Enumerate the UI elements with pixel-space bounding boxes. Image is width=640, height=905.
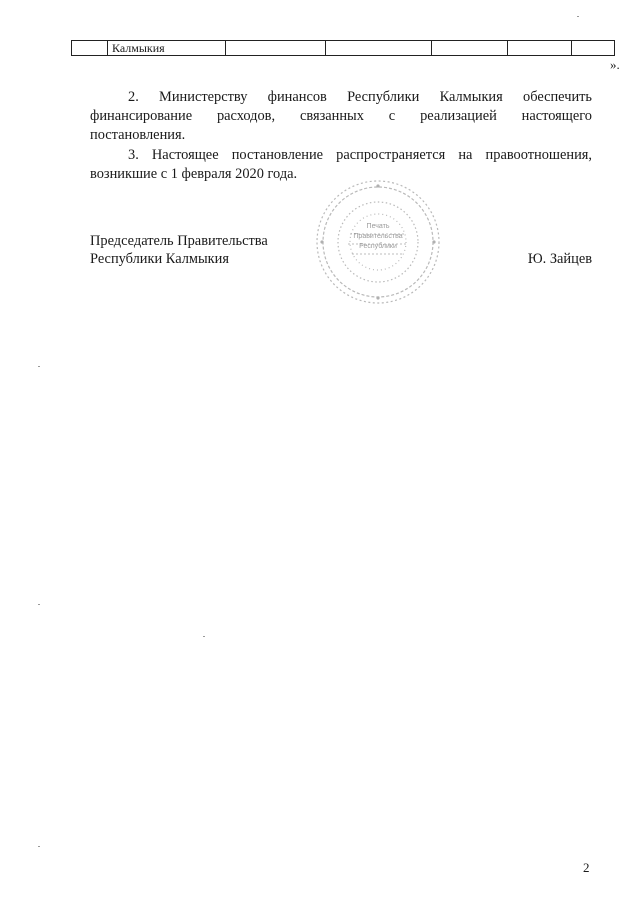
table-cell [72,41,108,56]
scan-speck [38,366,40,367]
paragraph-2-line-2: финансирование расходов, связанных с реализацией настоящего [90,108,592,124]
table-cell [226,41,326,56]
table-row [72,41,615,56]
scan-speck [203,636,205,637]
scan-speck [38,604,40,605]
scan-speck [577,16,579,17]
signatory-name: Ю. Зайцев [527,251,592,267]
table-cell [432,41,508,56]
position-line-2: Республики Калмыкия [90,251,229,267]
seal-text-line: Правительства [353,233,403,240]
page-number: 2 [583,860,590,875]
paragraph-3-line-1: 3. Настоящее постановление распространяется на правоотношения, [128,147,592,163]
signatory-position [90,232,268,268]
paragraph-3-line-2: возникшие с 1 февраля 2020 года. [90,166,298,182]
seal-inner-text [340,222,416,252]
table-cell [572,41,615,56]
table-cell [508,41,572,56]
table-fragment [71,40,615,56]
position-line-1: Председатель Правительства [90,233,268,249]
table-cell [326,41,432,56]
paragraph-2-line-3: постановления. [90,127,186,143]
paragraph-2-line-1: 2. Министерству финансов Республики Калмыкия обеспечить [128,89,592,105]
seal-text-line: Печать [366,223,390,230]
table-cell-region: Калмыкия [108,41,226,56]
seal-text-line: Республики [359,243,397,250]
closing-quote: ». [610,57,620,72]
scan-speck [38,846,40,847]
